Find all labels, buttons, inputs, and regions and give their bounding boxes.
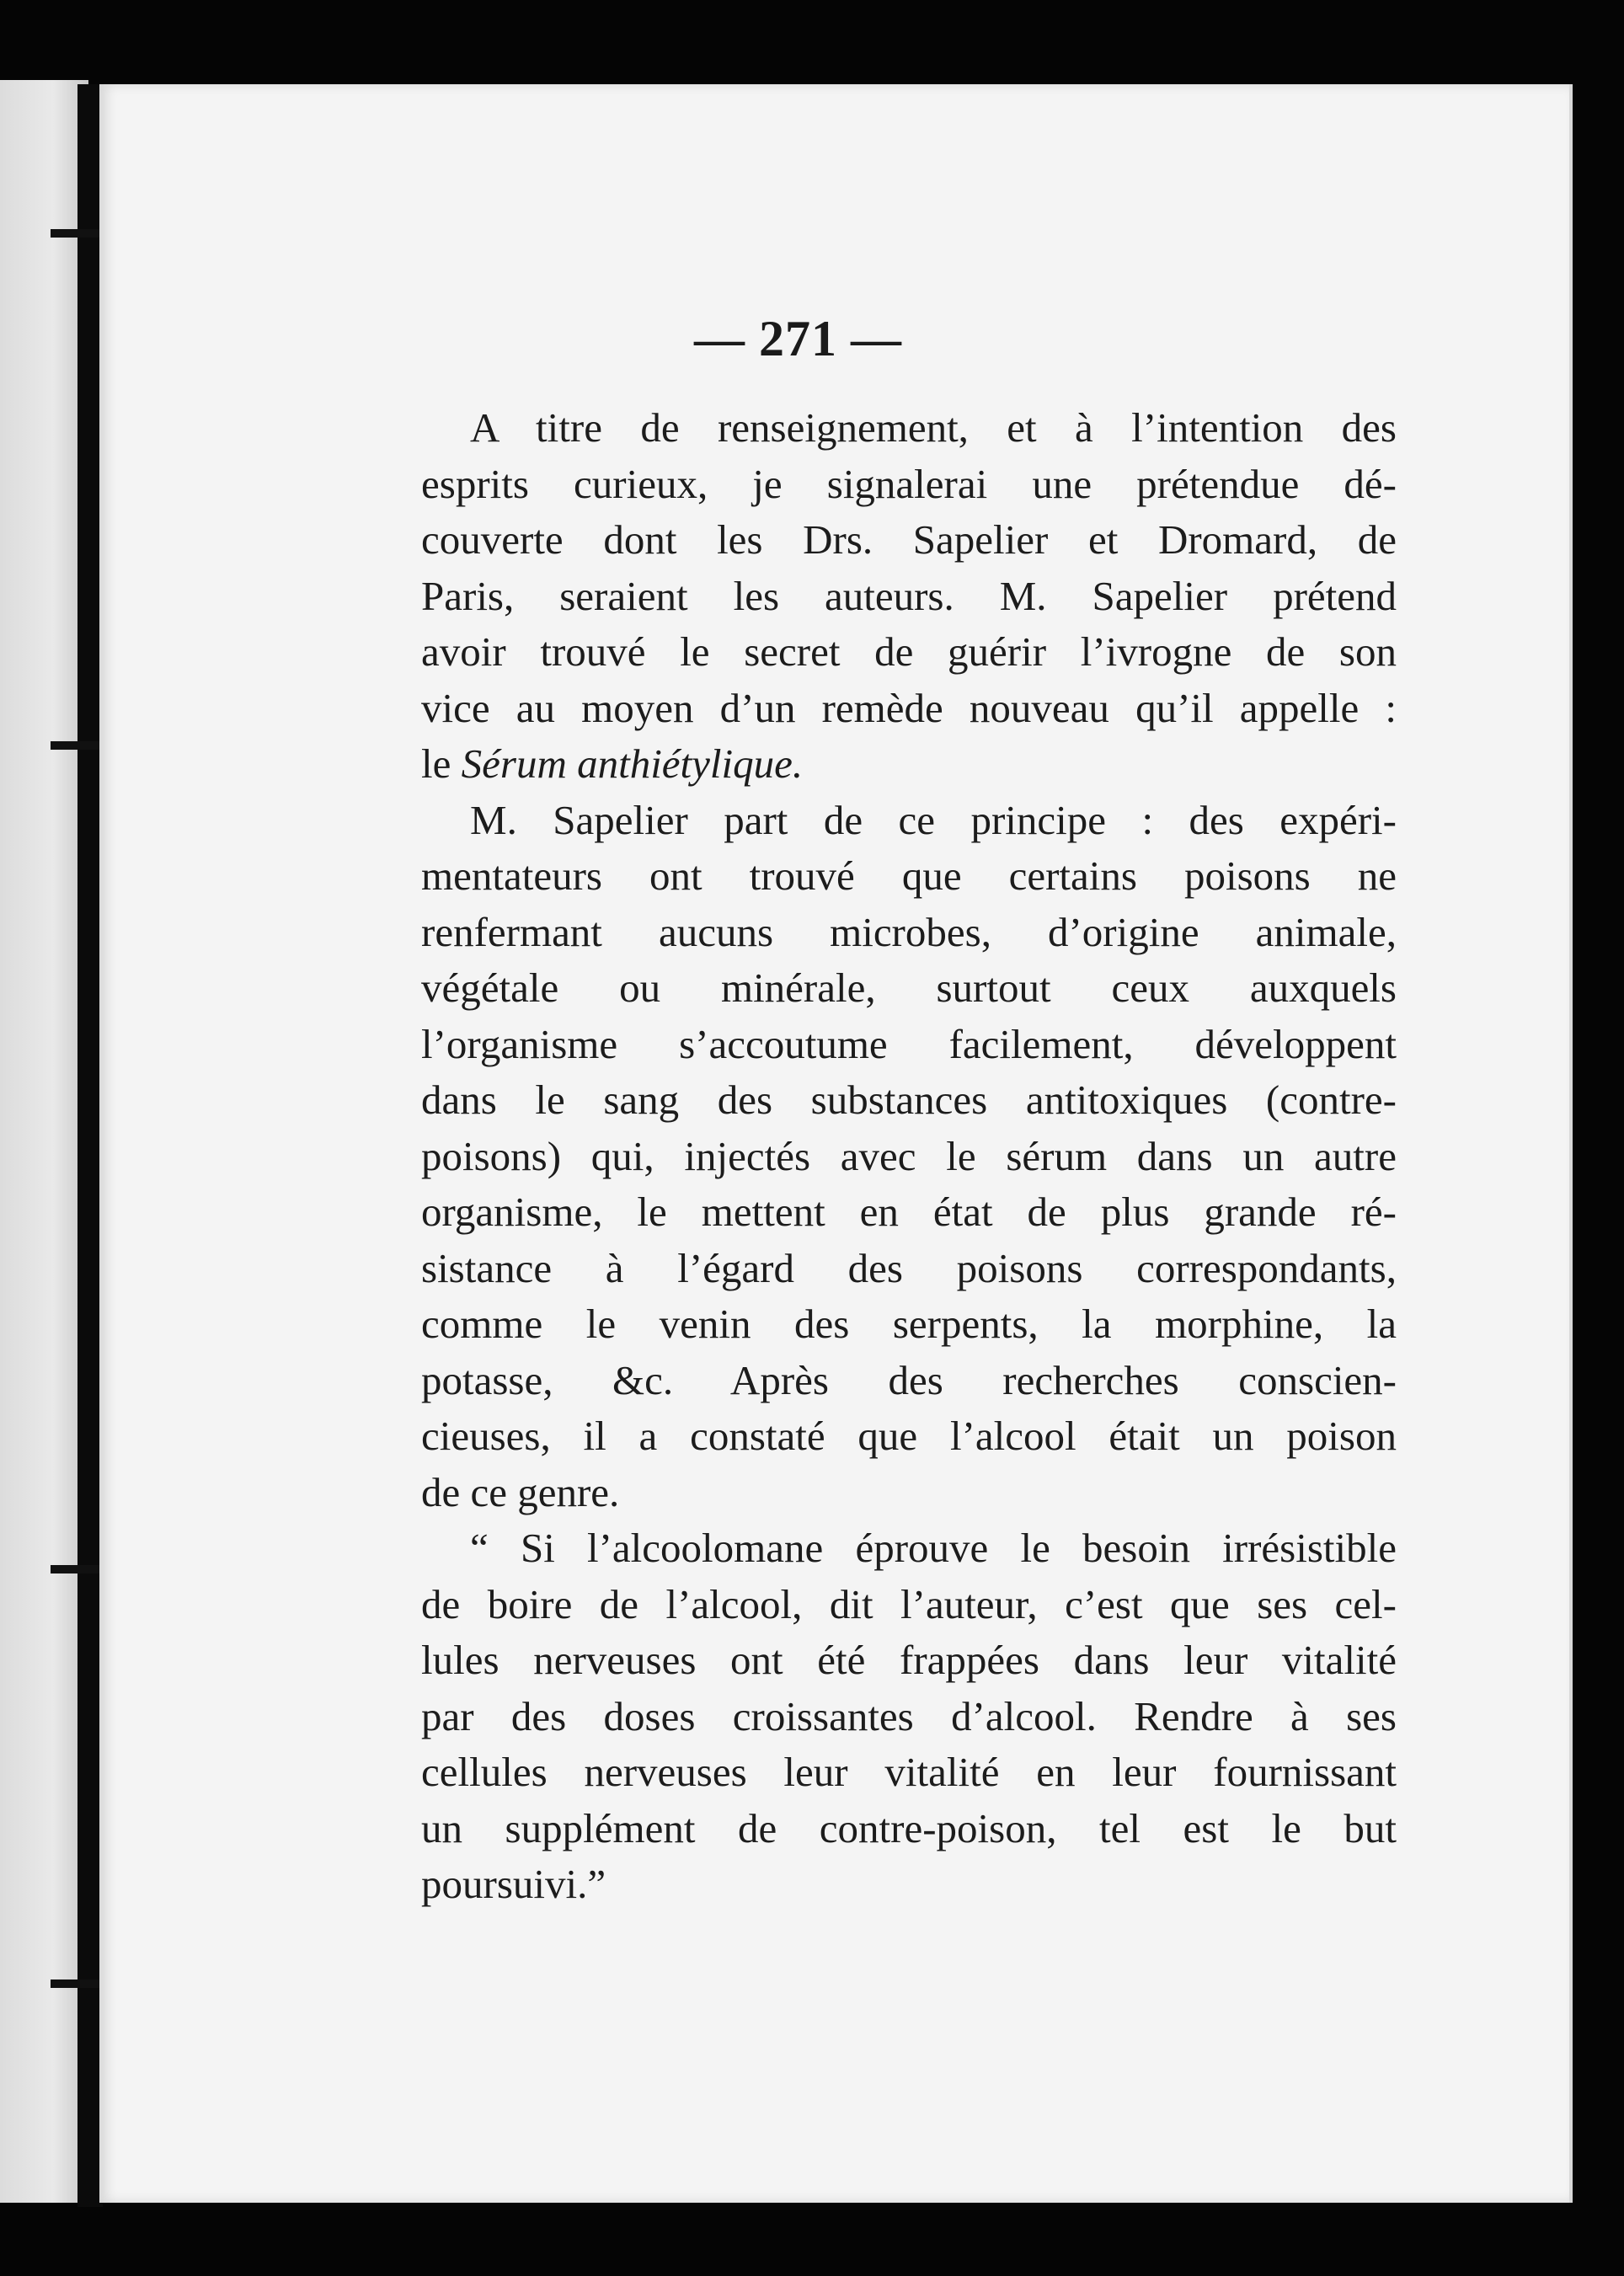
text-line: lules nerveuses ont été frappées dans leur vitalité: [421, 1637, 1397, 1683]
text-line: avoir trouvé le secret de guérir l’ivrogne de son: [421, 628, 1397, 675]
text-fragment: le: [421, 740, 462, 787]
text-line: organisme, le mettent en état de plus grande ré-: [421, 1189, 1397, 1235]
text-line: couverte dont les Drs. Sapelier et Dromard, de: [421, 516, 1397, 563]
text-line: végétale ou minérale, surtout ceux auxquels: [421, 964, 1397, 1011]
text-line: renfermant aucuns microbes, d’origine animale,: [421, 908, 1397, 955]
paragraph: [421, 793, 1397, 1521]
text-line: sistance à l’égard des poisons correspondants,: [421, 1244, 1397, 1291]
text-line: par des doses croissantes d’alcool. Rendre à ses: [421, 1692, 1397, 1739]
text-line: vice au moyen d’un remède nouveau qu’il appelle :: [421, 684, 1397, 731]
text-line: l’organisme s’accoutume facilement, développent: [421, 1020, 1397, 1067]
text-line: de ce genre.: [421, 1468, 620, 1515]
text-line: esprits curieux, je signalerai une prétendue dé-: [421, 460, 1397, 507]
previous-page-edge: [0, 80, 88, 2203]
text-line: Paris, seraient les auteurs. M. Sapelier prétend: [421, 572, 1397, 619]
text-line: cieuses, il a constaté que l’alcool était un poison: [421, 1413, 1397, 1459]
text-line: comme le venin des serpents, la morphine, la: [421, 1301, 1397, 1347]
text-line: “ Si l’alcoolomane éprouve le besoin irrésistible: [470, 1525, 1397, 1571]
text-line: poursuivi.”: [421, 1861, 606, 1907]
text-line: de boire de l’alcool, dit l’auteur, c’est que ses cel-: [421, 1580, 1397, 1627]
page-number: — 271 —: [694, 311, 902, 366]
text-line: A titre de renseignement, et à l’intention des: [470, 404, 1397, 451]
text-line: poisons) qui, injectés avec le sérum dans un autre: [421, 1132, 1397, 1179]
text-line: potasse, &c. Après des recherches conscien-: [421, 1356, 1397, 1403]
text-line: M. Sapelier part de ce principe : des expéri-: [470, 796, 1397, 843]
text-line: [421, 736, 1397, 793]
text-line: mentateurs ont trouvé que certains poisons ne: [421, 852, 1397, 899]
text-line: cellules nerveuses leur vitalité en leur fournissant: [421, 1749, 1397, 1795]
paragraph: [421, 1520, 1397, 1913]
text-line: dans le sang des substances antitoxiques (contre-: [421, 1077, 1397, 1123]
body-text: [421, 400, 1397, 1913]
italic-term: Sérum anthiétylique.: [461, 740, 804, 787]
paragraph: [421, 400, 1397, 793]
text-line: un supplément de contre-poison, tel est le but: [421, 1804, 1397, 1851]
